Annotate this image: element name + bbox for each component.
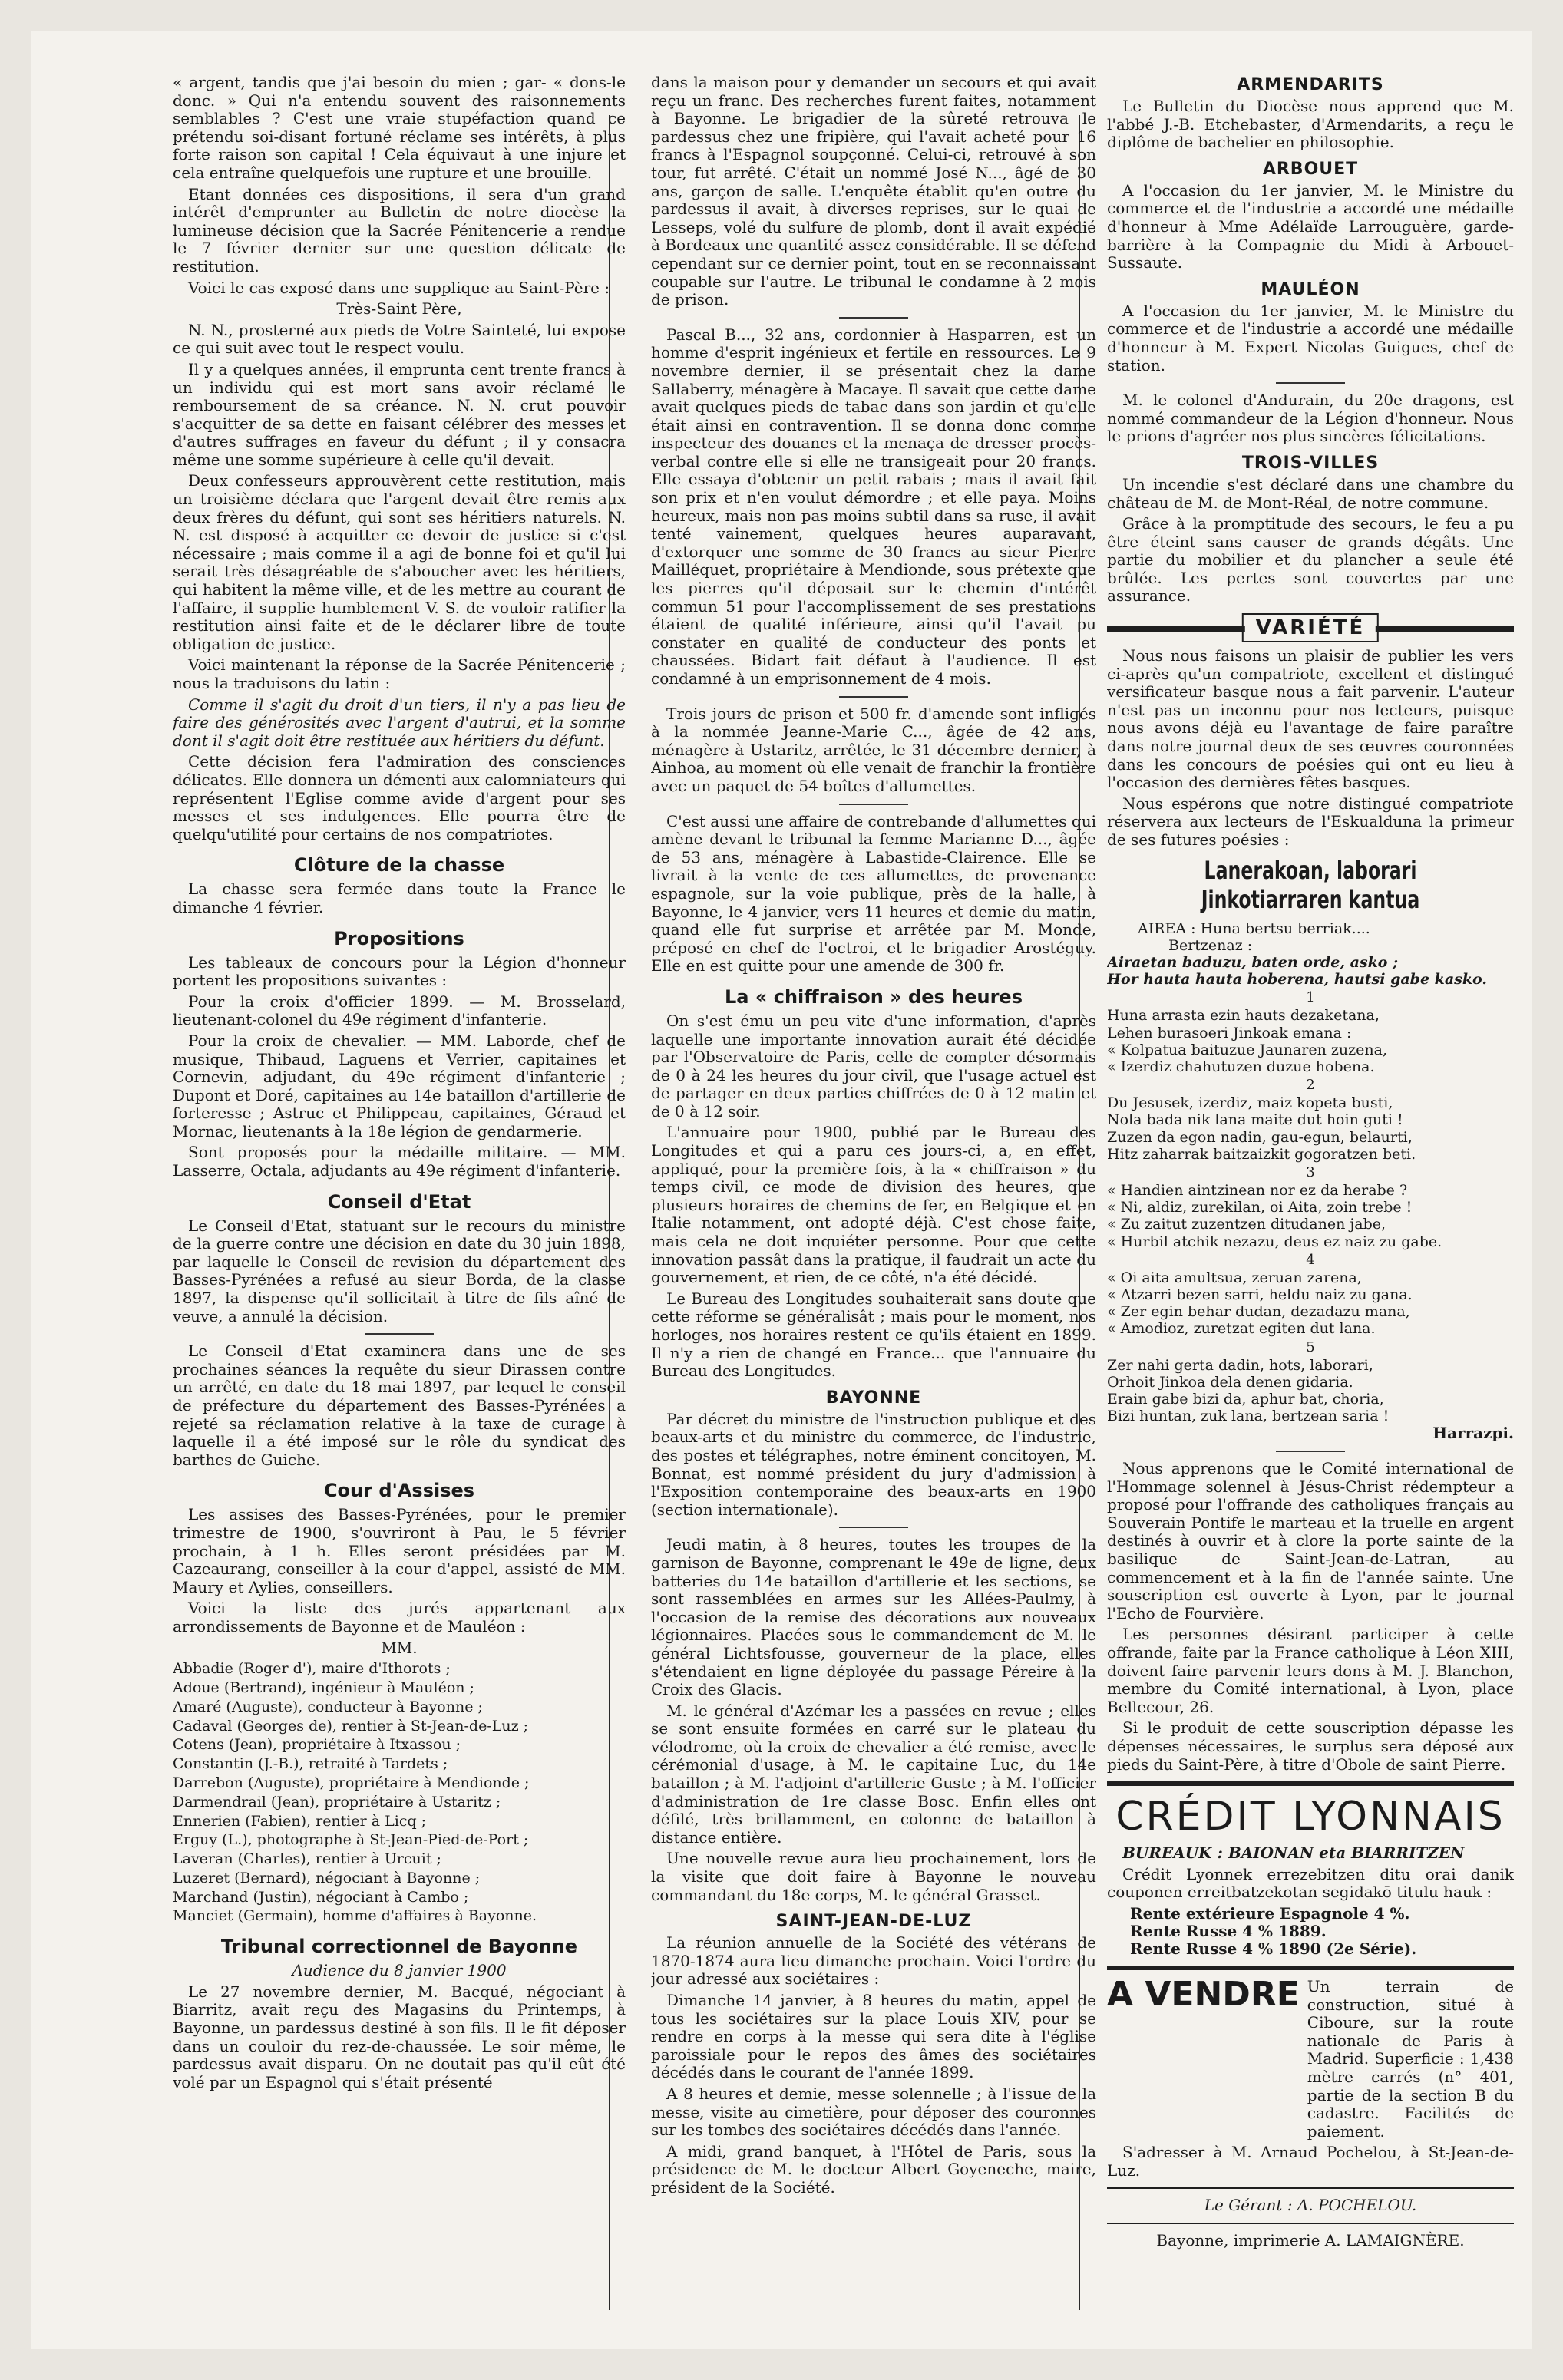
divider — [1107, 2187, 1514, 2189]
salutation: Très-Saint Père, — [336, 299, 462, 319]
divider — [1276, 1451, 1345, 1452]
paragraph: Un terrain de construction, situé à Ciboure, sur la route nationale de Paris à Madrid. Superficie : 1,438 mètre carrés (n° 401, partie de la section B du cadastre. Facilités de paiement. — [1307, 1976, 1514, 2141]
paragraph: A midi, grand banquet, à l'Hôtel de Paris, sous la présidence de M. le docteur Albert Goyeneche, maire, président de la Société. — [651, 2141, 1096, 2197]
paragraph: M. le colonel d'Andurain, du 20e dragons, est nommé commandeur de la Légion d'honneur. Nous le prions d'agréer nos plus sincères félicitations. — [1107, 391, 1514, 446]
list-item: Manciet (Germain), homme d'affaires à Bayonne. — [173, 1907, 537, 1925]
rente-item: Rente Russe 4 % 1889. — [1130, 1921, 1327, 1940]
column-1 — [173, 74, 626, 2284]
paragraph: Pour la croix de chevalier. — MM. Laborde, chef de musique, Thibaud, Laguens et Verrier, capitaines et Cornevin, adjudant, du 49e régiment d'infanterie ; Dupont et Doré, capitaines au 14e bataillon d'artillerie de forteresse ; Astruc et Philippeau, capitaines, Géraud et Mornac, lieutenants à la 18e légion de gendarmerie. — [173, 1031, 626, 1140]
divider — [1107, 1781, 1514, 1786]
list-item: Abbadie (Roger d'), maire d'Ithorots ; — [173, 1660, 451, 1678]
poem-line: Nola bada nik lana maite dut hoin guti ! — [1107, 1111, 1403, 1129]
newspaper-page — [31, 31, 1532, 2349]
list-item: Adoue (Bertrand), ingénieur à Mauléon ; — [173, 1679, 474, 1696]
poem-line: « Amodioz, zuretzat egiten dut lana. — [1107, 1320, 1376, 1338]
variete-banner — [1107, 616, 1514, 639]
rente-item: Rente extérieure Espagnole 4 %. — [1130, 1903, 1410, 1923]
stanza-number: 1 — [1306, 989, 1315, 1006]
poem-line: « Atzarri bezen sarri, heldu naiz zu gana. — [1107, 1286, 1413, 1304]
paragraph: Pour la croix d'officier 1899. — M. Brosselard, lieutenant-colonel du 49e régiment d'infanterie. — [173, 992, 626, 1029]
poem-line: « Oi aita amultsua, zeruan zarena, — [1107, 1269, 1362, 1286]
stanza-number: 3 — [1306, 1164, 1315, 1181]
divider — [839, 317, 908, 319]
paragraph: On s'est ému un peu vite d'une information, d'après laquelle une importante innovation aurait été décidée par l'Observatoire de Paris, celle de compter désormais de 0 à 24 les heures du jour civil, que l'usage actuel est de partager en deux parties chiffrées de 0 à 12 matin et de 0 à 12 soir. — [651, 1011, 1096, 1121]
poem-epigraph: Airaetan baduzu, baten orde, asko ; — [1107, 954, 1399, 971]
section-title: ARMENDARITS — [1237, 75, 1384, 94]
paragraph: Le Bureau des Longitudes souhaiterait sans doute que cette réforme se généralisât ; mais pour le moment, nos horloges, nos horaires restent ce qu'ils étaient en 1899. Il n'y a rien de changé en France... que l'annuaire du Bureau des Longitudes. — [651, 1289, 1096, 1381]
poem-line: Zer nahi gerta dadin, hots, laborari, — [1107, 1356, 1373, 1374]
poem-line: « Zu zaitut zuzentzen ditudanen jabe, — [1107, 1216, 1386, 1233]
paragraph: Les assises des Basses-Pyrénées, pour le premier trimestre de 1900, s'ouvriront à Pau, le 5 février prochain, à 1 h. Elles seront présidées par M. Cazeaurang, conseiller à la cour d'appel, assisté de MM. Maury et Aylies, conseillers. — [173, 1505, 626, 1596]
list-item: Amaré (Auguste), conducteur à Bayonne ; — [173, 1698, 483, 1715]
paragraph: Nous apprenons que le Comité international de l'Hommage solennel à Jésus-Christ rédempteur a proposé pour l'offrande des catholiques français au Souverain Pontife le marteau et la truelle en argent destinés à ouvrir et à clore la porte sainte de la basilique de Saint-Jean-de-Latran, au commencement et à la fin de l'année sainte. Une souscription est ouverte à Lyon, par le journal l'Echo de Fourvière. — [1107, 1459, 1514, 1622]
label: MM. — [381, 1638, 418, 1657]
poem-label: Bertzenaz : — [1168, 936, 1253, 954]
list-item: Laveran (Charles), rentier à Urcuit ; — [173, 1850, 441, 1868]
subtitle: Audience du 8 janvier 1900 — [292, 1961, 507, 1980]
divider — [839, 1527, 908, 1528]
paragraph: A l'occasion du 1er janvier, M. le Ministre du commerce et de l'industrie a accordé une médaille d'honneur à M. Expert Nicolas Guigues, chef de station. — [1107, 301, 1514, 375]
poem-line: Orhoit Jinkoa dela denen gidaria. — [1107, 1373, 1353, 1391]
list-item: Darrebon (Auguste), propriétaire à Mendionde ; — [173, 1774, 530, 1791]
paragraph: La chasse sera fermée dans toute la France le dimanche 4 février. — [173, 880, 626, 916]
paragraph: Sont proposés pour la médaille militaire. — MM. Lasserre, Octala, adjudants au 49e régiment d'infanterie. — [173, 1143, 626, 1180]
paragraph: A l'occasion du 1er janvier, M. le Ministre du commerce et de l'industrie a accordé une médaille d'honneur à Mme Adélaïde Larrouguère, garde-barrière à la Compagnie du Midi à Arbouet-Sussaute. — [1107, 180, 1514, 272]
section-title: Conseil d'Etat — [327, 1190, 471, 1213]
paragraph: Nous nous faisons un plaisir de publier les vers ci-après qu'un compatriote, excellent et distingué versificateur basque nous a fait parvenir. L'auteur n'est pas un inconnu pour nos lecteurs, puisque nous avons déjà eu l'avantage de faire paraître dans notre journal deux de ses œuvres couronnées dans les concours de poésies qui ont eu lieu à l'occasion des dernières fêtes basques. — [1107, 646, 1514, 792]
paragraph: Les personnes désirant participer à cette offrande, faite par la France catholique à Léon XIII, doivent faire parvenir leurs dons à M. J. Blanchon, membre du Comité international, à Lyon, place Bellecour, 26. — [1107, 1625, 1514, 1716]
stanza-number: 4 — [1306, 1251, 1315, 1268]
paragraph: Pascal B..., 32 ans, cordonnier à Hasparren, est un homme d'esprit ingénieux et fertile en ressources. Le 9 novembre dernier, il se présentait chez la dame Sallaberry, ménagère à Macaye. Il savait que cette dame avait quelques pieds de tabac dans son jardin et qu'elle était ainsi en contravention. Il se donna donc comme inspecteur des douanes et la menaça de dresser procès-verbal contre elle si elle ne transigeait pour 20 francs. Elle essaya d'obtenir un petit rabais ; mais il avait fait son prix et n'en voulut démordre ; et elle paya. Moins heureux, mais non pas moins subtil dans sa ruse, il avait tenté vainement, quelques heures auparavant, d'extorquer une somme de 30 francs au sieur Pierre Mailléquet, propriétaire à Mendionde, sous prétexte que les pierres qu'il déposait sur le chemin d'intérêt commun 51 pour l'accomplissement de ses prestations étaient de qualité inférieure, ainsi qu'il l'avait pu constater en qualité de conducteur des ponts et chaussées. Bidart fait défaut à l'audience. Il est condamné à un emprisonnement de 4 mois. — [651, 325, 1096, 688]
paragraph: Deux confesseurs approuvèrent cette restitution, mais un troisième déclara que l'argent devait être remis aux deux frères du défunt, qui sont ses héritiers naturels. N. N. est disposé à acquitter ce devoir de justice si c'est nécessaire ; mais comme il a agi de bonne foi et qu'il lui serait très désagréable de s'aboucher avec les héritiers, qui habitent la même ville, et de les mettre au courant de l'affaire, il supplie humblement V. S. de vouloir ratifier la restitution ainsi faite et de le déclarer libre de toute obligation de justice. — [173, 471, 626, 653]
paragraph: Voici la liste des jurés appartenant aux arrondissements de Bayonne et de Mauléon : — [173, 1599, 626, 1636]
jury-list — [173, 1660, 626, 1925]
section-title: TROIS-VILLES — [1241, 453, 1380, 473]
section-title: Propositions — [334, 927, 464, 949]
section-title: Tribunal correctionnel de Bayonne — [220, 1936, 578, 1958]
credit-bureaux: BUREAUK : BAIONAN eta BIARRITZEN — [1122, 1844, 1465, 1863]
paragraph: Etant données ces dispositions, il sera d'un grand intérêt d'emprunter au Bulletin de notre diocèse la lumineuse décision que la Sacrée Pénitencerie a rendue le 7 février dernier sur une question délicate de restitution. — [173, 184, 626, 276]
credit-lyonnais-title: CRÉDIT LYONNAIS — [1115, 1794, 1505, 1840]
paragraph: Crédit Lyonnek errezebitzen ditu orai danik couponen erreitbatzekotan segidakō titulu hauk : — [1107, 1864, 1514, 1902]
paragraph: N. N., prosterné aux pieds de Votre Sainteté, lui expose ce qui suit avec tout le respect voulu. — [173, 320, 626, 358]
paragraph: « argent, tandis que j'ai besoin du mien ; gar- « dons-le donc. » Qui n'a entendu souvent des raisonnements semblables ? C'est une vraie stupéfaction quand ce prétendu soi-disant fortuné réclame ses intérêts, à plus forte raison son capital ! Cela équivaut à une injure et cela entraîne quelquefois une rupture et une brouille. — [173, 74, 626, 182]
stanza-number: 5 — [1306, 1339, 1315, 1355]
list-item: Constantin (J.-B.), retraité à Tardets ; — [173, 1755, 448, 1773]
section-title: Clôture de la chasse — [293, 854, 505, 876]
list-item: Cotens (Jean), propriétaire à Itxassou ; — [173, 1736, 461, 1754]
paragraph: Jeudi matin, à 8 heures, toutes les troupes de la garnison de Bayonne, comprenant le 49e de ligne, deux batteries du 14e bataillon d'artillerie et les sections, se sont rassemblées en armes sur les Allées-Paulmy, à l'occasion de la remise des décorations aux nouveaux légionnaires. Placées sous le commandement de M. le général Lichtsfousse, gouverneur de la place, elles s'étendaient en ligne déployée du passage Péreire à la Croix des Glacis. — [651, 1535, 1096, 1699]
paragraph: Le Conseil d'Etat, statuant sur le recours du ministre de la guerre contre une décision en date du 30 juin 1898, par laquelle le Conseil de revision du département des Basses-Pyrénées a refusé au sieur Borda, de la classe 1897, la dispense qu'il sollicitait à titre de fils aîné de veuve, a annulé la décision. — [173, 1216, 626, 1325]
paragraph: Cette décision fera l'admiration des consciences délicates. Elle donnera un démenti aux calomniateurs qui représentent l'Eglise comme avide d'argent pour ses messes et ses indulgences. Elle pourra être de quelqu'utilité pour certains de nos compatriotes. — [173, 752, 626, 843]
paragraph: Le Bulletin du Diocèse nous apprend que M. l'abbé J.-B. Etchebaster, d'Armendarits, a reçu le diplôme de bachelier en philosophie. — [1107, 97, 1514, 152]
poem-line: Erain gabe bizi da, aphur bat, choria, — [1107, 1391, 1384, 1408]
paragraph: Dimanche 14 janvier, à 8 heures du matin, appel de tous les sociétaires sur la place Louis XIV, pour se rendre en corps à la messe qui sera dite à l'église paroissiale pour le repos des âmes des sociétaires décédés dans le courant de l'année 1899. — [651, 1991, 1096, 2082]
poem-line: Zuzen da egon nadin, gau-egun, belaurti, — [1107, 1128, 1413, 1146]
list-item: Darmendrail (Jean), propriétaire à Ustaritz ; — [173, 1793, 501, 1811]
divider — [839, 696, 908, 698]
section-title: MAULÉON — [1261, 279, 1360, 299]
poem-line: « Handien aintzinean nor ez da herabe ? — [1107, 1182, 1408, 1200]
paragraph: L'annuaire pour 1900, publié par le Bureau des Longitudes et qui a paru ces jours-ci, a, en effet, appliqué, pour la première fois, à la « chiffraison » du temps civil, ce mode de division des heures, que plusieurs horaires de chemins de fer, en Belgique et en Italie notamment, ont adopté déjà. C'est chose faite, mais cela ne doit inquiéter personne. Pour que cette innovation passât dans la pratique, il faudrait un acte du gouvernement, et rien, de ce côté, n'a été décidé. — [651, 1123, 1096, 1287]
paragraph: Voici le cas exposé dans une supplique au Saint-Père : — [188, 278, 610, 297]
poem-line: « Kolpatua baituzue Jaunaren zuzena, — [1107, 1041, 1388, 1058]
paragraph: Trois jours de prison et 500 fr. d'amende sont infligés à la nommée Jeanne-Marie C..., âgée de 42 ans, ménagère à Ustaritz, arrêtée, le 31 décembre dernier, à Ainhoa, au moment où elle venait de franchir la frontière avec un paquet de 54 boîtes d'allumettes. — [651, 704, 1096, 795]
paragraph: Si le produit de cette souscription dépasse les dépenses nécessaires, le surplus sera déposé aux pieds du Saint-Père, à titre d'Obole de saint Pierre. — [1107, 1718, 1514, 1774]
poem-air: AIREA : Huna bertsu berriak.... — [1138, 919, 1370, 937]
stanza — [1107, 989, 1514, 1075]
section-title: Cour d'Assises — [323, 1480, 475, 1502]
poem-line: Bizi huntan, zuk lana, bertzean saria ! — [1107, 1408, 1390, 1425]
list-item: Ennerien (Fabien), rentier à Licq ; — [173, 1812, 427, 1830]
list-item: Luzeret (Bernard), négociant à Bayonne ; — [173, 1869, 481, 1887]
paragraph: Par décret du ministre de l'instruction publique et des beaux-arts et du ministre du commerce, de l'industrie, des postes et télégraphes, notre éminent concitoyen, M. Bonnat, est nommé président du jury d'admission à l'Exposition contemporaine des beaux-arts en 1900 (section internationale). — [651, 1409, 1096, 1519]
rente-item: Rente Russe 4 % 1890 (2e Série). — [1130, 1939, 1417, 1958]
divider — [1107, 1966, 1514, 1970]
paragraph: Un incendie s'est déclaré dans une chambre du château de M. de Mont-Réal, de notre commune. — [1107, 474, 1514, 512]
paragraph: M. le général d'Azémar les a passées en revue ; elles se sont ensuite formées en carré sur le plateau du vélodrome, où la croix de chevalier a été remise, avec le cérémonial d'usage, à M. le capitaine Luc, du 14e bataillon ; à M. l'adjoint d'artillerie Guste ; à M. l'officier d'administration de 1re classe Bosc. Enfin elles ont défilé, très brillamment, en colonne de bataillon à distance entière. — [651, 1701, 1096, 1847]
paragraph: La réunion annuelle de la Société des vétérans de 1870-1874 aura lieu dimanche prochain. Voici l'ordre du jour adressé aux sociétaires : — [651, 1933, 1096, 1989]
poem-epigraph: Hor hauta hauta hoberena, hautsi gabe kasko. — [1107, 971, 1487, 989]
section-title: La « chiffraison » des heures — [725, 985, 1023, 1008]
paragraph: Les tableaux de concours pour la Légion d'honneur portent les propositions suivantes : — [173, 952, 626, 990]
banner-title: VARIÉTÉ — [1245, 616, 1376, 639]
imprint: Bayonne, imprimerie A. LAMAIGNÈRE. — [1156, 2231, 1465, 2250]
quote: Comme il s'agit du droit d'un tiers, il n'y a pas lieu de faire des générosités avec l'argent d'autrui, et la somme dont il s'agit doit être restituée aux héritiers du défunt. — [173, 695, 626, 750]
section-title: SAINT-JEAN-DE-LUZ — [775, 1912, 972, 1932]
list-item: Cadaval (Georges de), rentier à St-Jean-de-Luz ; — [173, 1717, 529, 1735]
paragraph: Le 27 novembre dernier, M. Bacqué, négociant à Biarritz, avait reçu des Magasins du Printemps, à Bayonne, un pardessus destiné à son fils. Il le fit déposer dans un couloir du rez-de-chaussée. Le soir même, le pardessus avait disparu. On ne doutait pas qu'il eût été volé par un Espagnol qui s'était présenté — [173, 1982, 626, 2091]
paragraph: C'est aussi une affaire de contrebande d'allumettes qui amène devant le tribunal la femme Marianne D..., âgée de 53 ans, ménagère à Labastide-Clairence. Elle se livrait à la vente de ces allumettes, de provenance espagnole, sur la voie publique, près de la halle, à Bayonne, le 4 janvier, vers 11 heures et demie du matin, quand elle fut surprise et arrêtée par M. Monde, préposé en chef de l'octroi, et le brigadier Arostéguy. Elle en est quitte pour une amende de 300 fr. — [651, 811, 1096, 975]
gerant: Le Gérant : A. POCHELOU. — [1204, 2196, 1417, 2215]
poem-line: « Hurbil atchik nezazu, deus ez naiz zu gabe. — [1107, 1233, 1442, 1250]
poem-line: Huna arrasta ezin hauts dezaketana, — [1107, 1007, 1380, 1025]
section-title: ARBOUET — [1262, 159, 1359, 179]
divider — [839, 804, 908, 805]
paragraph: S'adresser à M. Arnaud Pochelou, à St-Jean-de-Luz. — [1107, 2143, 1514, 2180]
column-2 — [651, 74, 1096, 2284]
poem-line: Du Jesusek, izerdiz, maiz kopeta busti, — [1107, 1094, 1393, 1112]
paragraph: Une nouvelle revue aura lieu prochainement, lors de la visite que doit faire à Bayonne le nouveau commandant du 18e corps, M. le général Grasset. — [651, 1849, 1096, 1904]
paragraph: Voici maintenant la réponse de la Sacrée Pénitencerie ; nous la traduisons du latin : — [173, 655, 626, 692]
stanza-number: 2 — [1306, 1077, 1315, 1094]
vendre-ad — [1107, 1974, 1514, 2144]
stanza — [1107, 1339, 1514, 1425]
paragraph: Le Conseil d'Etat examinera dans une de ses prochaines séances la requête du sieur Dirassen contre un arrêté, en date du 18 mai 1897, par lequel le conseil de préfecture du département des Basses-Pyrénées a rejeté sa réclamation relative à la taxe de curage à laquelle il a été imposé sur le rôle du syndicat des barthes de Guiche. — [173, 1342, 626, 1469]
poem-line: « Ni, aldiz, zurekilan, oi Aita, zoin trebe ! — [1107, 1199, 1413, 1216]
paragraph: dans la maison pour y demander un secours et qui avait reçu un franc. Des recherches furent faites, notamment à Bayonne. Le brigadier de la sûreté retrouva le pardessus chez une fripière, qui l'avait acheté pour 16 francs à l'Espagnol soupçonné. Celui-ci, retrouvé à son tour, fut arrêté. C'était un nommé José N..., âgé de 30 ans, garçon de salle. L'enquête établit qu'en outre du pardessus il avait, à diverses reprises, sur le quai de Lesseps, volé du sulfure de plomb, dont il avait expédié à Bordeaux une quantité assez considérable. Il se défend cependant sur ce dernier point, tout en se reconnaissant coupable sur l'autre. Le tribunal le condamne à 2 mois de prison. — [651, 74, 1096, 309]
stanza — [1107, 1077, 1514, 1163]
section-title: BAYONNE — [825, 1388, 922, 1408]
column-3 — [1107, 74, 1514, 2284]
stanza — [1107, 1252, 1514, 1338]
poem-author: Harrazpi. — [1432, 1424, 1514, 1443]
paragraph: Il y a quelques années, il emprunta cent trente francs à un individu qui est mort sans avoir réclamé le remboursement de sa créance. N. N. crut pouvoir s'acquitter de sa dette en faisant célébrer des messes et d'autres suffrages en faveur du défunt ; il y consacra même une somme supérieure à celle qu'il devait. — [173, 359, 626, 469]
paragraph: Grâce à la promptitude des secours, le feu a pu être éteint sans causer de grands dégâts. Une partie du mobilier et du plancher a seule été brûlée. Les pertes sont couvertes par une assurance. — [1107, 514, 1514, 606]
poem-line: Hitz zaharrak baitzaizkit gogoratzen beti. — [1107, 1145, 1416, 1163]
paragraph: A 8 heures et demie, messe solennelle ; à l'issue de la messe, visite au cimetière, pour déposer des couronnes sur les tombes des sociétaires décédés dans l'année. — [651, 2084, 1096, 2140]
paragraph: Nous espérons que notre distingué compatriote réservera aux lecteurs de l'Eskualduna la primeur de ses futures poésies : — [1107, 794, 1514, 849]
poem-line: « Izerdiz chahutuzen duzue hobena. — [1107, 1058, 1375, 1076]
poem-title: Lanerakoan, laborari Jinkotiarraren kantua — [1201, 855, 1420, 914]
divider — [365, 1333, 434, 1335]
divider — [1276, 382, 1345, 384]
list-item: Marchand (Justin), négociant à Cambo ; — [173, 1888, 469, 1906]
poem-line: Lehen burasoeri Jinkoak emana : — [1107, 1024, 1352, 1041]
stanza — [1107, 1164, 1514, 1250]
divider — [1107, 2223, 1514, 2224]
vendre-headline: A VENDRE — [1107, 1974, 1300, 2014]
poem-line: « Zer egin behar dudan, dezadazu mana, — [1107, 1303, 1410, 1321]
list-item: Erguy (L.), photographe à St-Jean-Pied-de-Port ; — [173, 1831, 529, 1849]
